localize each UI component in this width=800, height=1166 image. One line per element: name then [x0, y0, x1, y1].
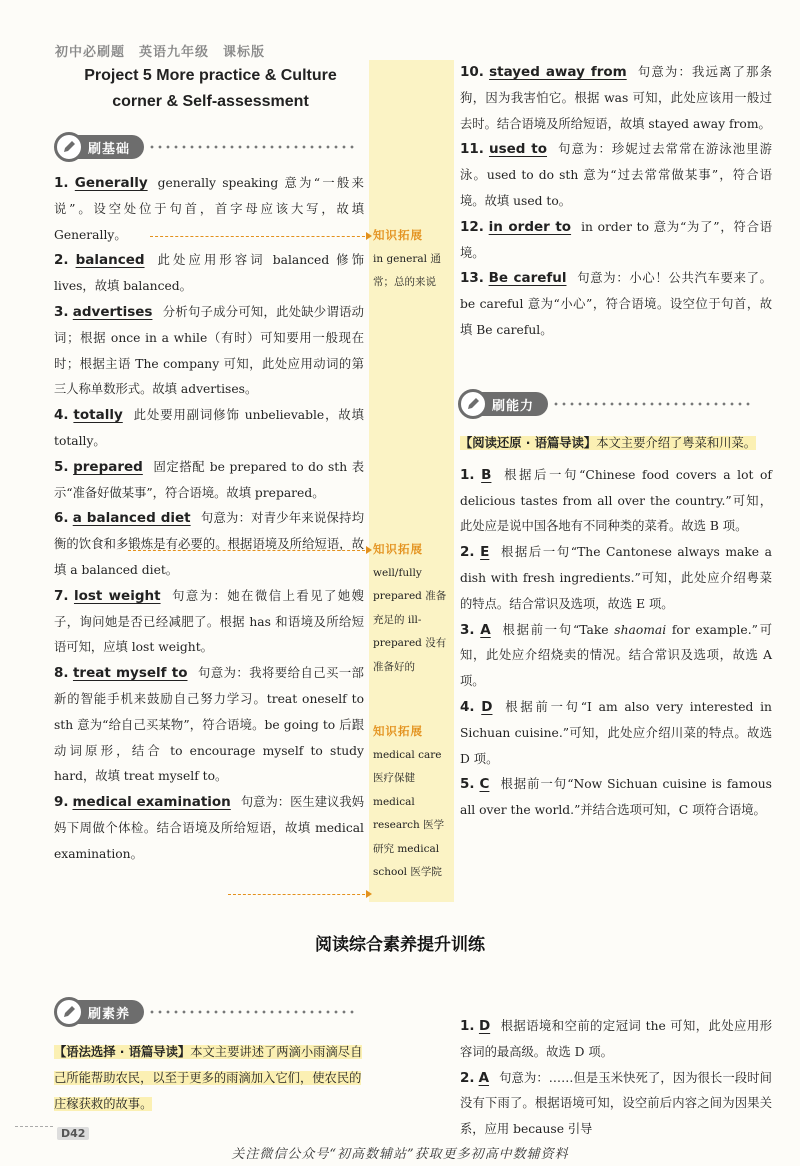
- page-corner-rule: [15, 1126, 53, 1127]
- answer-item: 7. lost weight 句意为：她在微信上看见了她嫂子，询问她是否已经减肥了。根据 has 和语境及所给短语可知，应填 lost weight。: [54, 587, 364, 655]
- answer-item: 3. advertises 分析句子成分可知，此处缺少谓语动词；根据 once in a while（有时）可知要用一般现在时；根据主语 The company 可知，此处应用动词的第三人称单数形式。故填 advertises。: [54, 303, 364, 397]
- section-title: 阅读综合素养提升训练: [315, 935, 485, 955]
- reading-answers: [460, 431, 772, 824]
- tip-arrow: [228, 894, 370, 895]
- badge-suyang-label: 刷素养: [88, 1006, 131, 1022]
- answer-item: 13. Be careful 句意为：小心！公共汽车要来了。be careful 意为“小心”，符合语境。设空位于句首，故填 Be careful。: [460, 270, 772, 337]
- dotted-divider: [148, 145, 358, 149]
- page-number: D42: [57, 1127, 89, 1140]
- badge-suyang: [58, 999, 358, 1025]
- tip-body: in general 通常；总的来说: [373, 252, 441, 288]
- answer-item: 2. balanced 此处应用形容词 balanced 修饰 lives，故填 balanced。: [54, 252, 364, 294]
- answer-item: 4. D 根据前一句“I am also very interested in Sichuan cuisine.”可知，此处应介绍川菜的特点。故选 D 项。: [460, 698, 772, 766]
- badge-nengli: [462, 391, 752, 417]
- answer-item: 1. B 根据后一句“Chinese food covers a lot of delicious tastes from all over the country.”可知，此处应是说中国各地有不同种类的菜肴。故选 B 项。: [460, 466, 772, 534]
- book-header: 初中必刷题 英语九年级 课标版: [55, 45, 266, 60]
- reading-guide: 【阅读还原 · 语篇导读】本文主要介绍了粤菜和川菜。: [460, 436, 757, 450]
- tip-title: 知识拓展: [373, 724, 423, 738]
- answer-item: 10. stayed away from 句意为：我远离了那条狗，因为我害怕它。根据 was 可知，此处应该用一般过去时。结合语境及所给短语，故填 stayed away from。: [460, 64, 772, 131]
- right-answers: [460, 60, 772, 344]
- project-title-line2: corner & Self-assessment: [112, 93, 309, 110]
- answer-item: 1. Generally generally speaking 意为“一般来说”。设空处位于句首，首字母应该大写，故填 Generally。: [54, 175, 364, 242]
- tip-arrow: [128, 550, 370, 551]
- pen-icon: [54, 997, 84, 1027]
- answer-item: 5. C 根据前一句“Now Sichuan cuisine is famous all over the world.”并结合选项可知，C 项符合语境。: [460, 776, 772, 818]
- tip-title: 知识拓展: [373, 542, 423, 556]
- project-title-line1: Project 5 More practice & Culture: [84, 67, 337, 84]
- answer-item: 2. E 根据后一句“The Cantonese always make a dish with fresh ingredients.”可知，此处应介绍粤菜的特点。结合常识及选项，故选 E 项。: [460, 544, 772, 611]
- answer-item: 6. a balanced diet 句意为：对青少年来说保持均衡的饮食和多锻炼是有必要的。根据语境及所给短语，故填 a balanced diet。: [54, 510, 364, 577]
- tip-box: [373, 224, 453, 295]
- tip-body: well/fully prepared 准备充足的 ill-prepared 没有准备好的: [373, 566, 447, 673]
- tip-arrow: [150, 236, 370, 237]
- answer-item: 1. D 根据语境和空前的定冠词 the 可知，此处应用形容词的最高级。故选 D 项。: [460, 1018, 772, 1059]
- grammar-guide: 【语法选择 · 语篇导读】本文主要讲述了两滴小雨滴尽自己所能帮助农民，以至于更多的雨滴加入它们，使农民的庄稼获救的故事。: [54, 1045, 363, 1111]
- answer-item: 11. used to 句意为：珍妮过去常常在游泳池里游泳。used to do sth 意为“过去常常做某事”，符合语境。故填 used to。: [460, 141, 772, 208]
- pen-icon: [54, 132, 84, 162]
- tip-box: [373, 720, 453, 885]
- badge-jichu-label: 刷基础: [88, 141, 131, 157]
- answer-item: 9. medical examination 句意为：医生建议我妈妈下周做个体检。结合语境及所给短语，故填 medical examination。: [54, 794, 364, 861]
- answer-item: 4. totally 此处要用副词修饰 unbelievable，故填 totally。: [54, 407, 364, 448]
- dotted-divider: [552, 402, 752, 406]
- grammar-answers: [460, 1014, 772, 1143]
- footer-note: 关注微信公众号“初高数辅站”获取更多初高中数辅资料: [231, 1147, 569, 1162]
- answer-item: 2. A 句意为：……但是玉米快死了，因为很长一段时间没有下雨了。根据语境可知，设空前后内容之间为因果关系，应用 because 引导: [460, 1069, 772, 1137]
- tip-box: [373, 538, 453, 679]
- tip-body: medical care 医疗保健 medical research 医学研究 medical school 医学院: [373, 748, 445, 878]
- tip-title: 知识拓展: [373, 228, 423, 242]
- answer-item: 5. prepared 固定搭配 be prepared to do sth 表示“准备好做某事”，符合语境。故填 prepared。: [54, 458, 364, 500]
- dotted-divider: [148, 1010, 358, 1014]
- left-answers: [54, 171, 364, 868]
- pen-icon: [458, 389, 488, 419]
- badge-nengli-label: 刷能力: [492, 398, 535, 414]
- answer-item: 8. treat myself to 句意为：我将要给自己买一部新的智能手机来鼓励自己努力学习。treat oneself to sth 意为“给自己买某物”，符合语境。be going to 后跟动词原形，结合 to encourage myself to study hard，故填 treat myself to。: [54, 665, 364, 784]
- answer-item: 12. in order to in order to 意为“为了”，符合语境。: [460, 218, 772, 260]
- badge-jichu: [58, 134, 358, 160]
- grammar-guide-box: [54, 1040, 364, 1117]
- answer-item: 3. A 根据前一句“Take shaomai for example.”可知，此处应介绍烧卖的情况。结合常识及选项，故选 A 项。: [460, 621, 772, 689]
